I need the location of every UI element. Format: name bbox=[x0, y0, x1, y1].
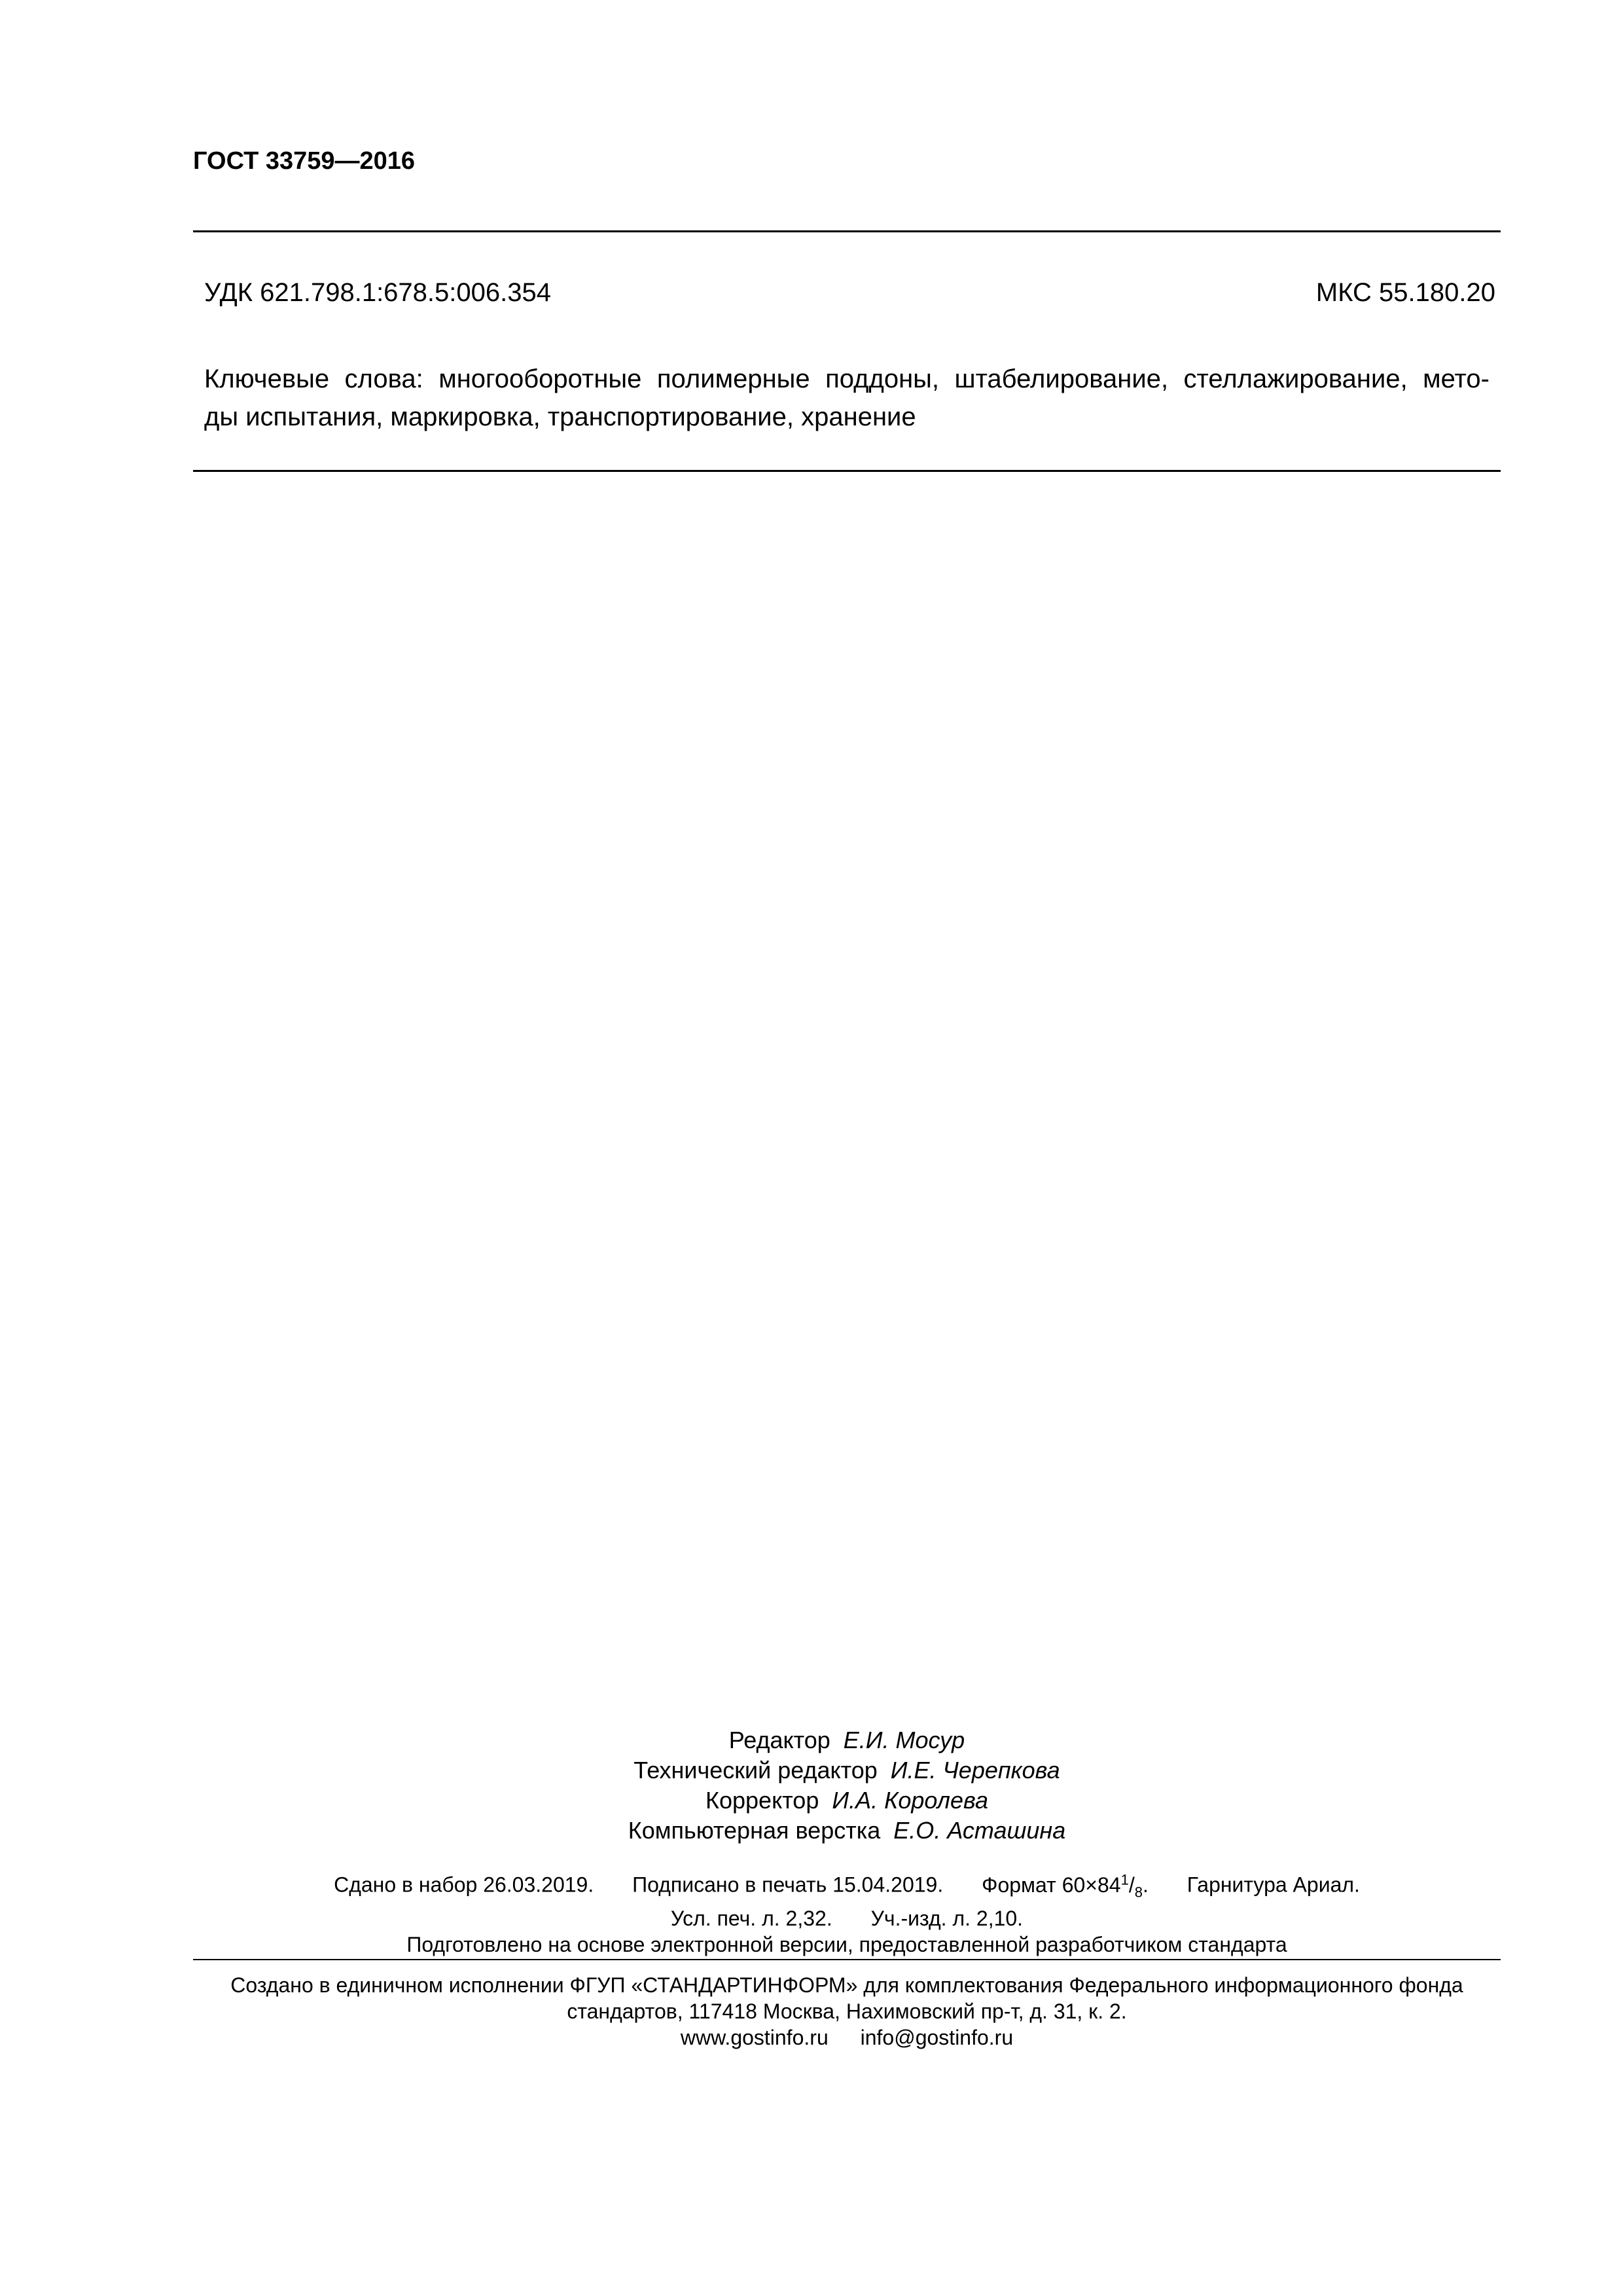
publication-line-1 bbox=[193, 1867, 1501, 1905]
paper-format: Формат $60\times 84^1/_8$. bbox=[982, 1871, 1149, 1901]
footer-divider bbox=[193, 1959, 1501, 1960]
top-divider bbox=[193, 230, 1501, 232]
publication-line-2 bbox=[193, 1905, 1501, 1931]
edit-sheets: Уч.-изд. л. 2,10. bbox=[870, 1907, 1024, 1931]
print-sheets: Усл. печ. л. 2,32. bbox=[670, 1907, 832, 1931]
corrector-line bbox=[193, 1785, 1501, 1816]
udk-code: УДК 621.798.1:678.5:006.354 bbox=[204, 278, 551, 307]
tech-editor-label: Технический редактор bbox=[633, 1757, 878, 1784]
footer-block bbox=[193, 1972, 1501, 2051]
keywords-block bbox=[204, 360, 1489, 436]
layout-label: Компьютерная верстка bbox=[628, 1817, 881, 1844]
signed-date: Подписано в печать 15.04.2019. bbox=[632, 1873, 944, 1897]
website-link[interactable]: www.gostinfo.ru bbox=[680, 2026, 829, 2049]
footer-line-1: Создано в единичном исполнении ФГУП «СТАНДАРТИНФОРМ» для комплектования Федерального информационного фонда bbox=[230, 1973, 1463, 1997]
editor-line bbox=[193, 1725, 1501, 1755]
footer-line-2: стандартов, 117418 Москва, Нахимовский пр-т, д. 31, к. 2. bbox=[567, 2000, 1127, 2023]
keywords-line-1: Ключевые слова: многооборотные полимерные поддоны, штабелирование, стеллажирование, мето- bbox=[204, 365, 1489, 393]
keywords-divider bbox=[193, 470, 1501, 472]
tech-editor-name: И.Е. Черепкова bbox=[890, 1757, 1060, 1784]
email-link[interactable]: info@gostinfo.ru bbox=[860, 2026, 1014, 2049]
prepared-note: Подготовлено на основе электронной версии, предоставленной разработчиком стандарта bbox=[406, 1933, 1287, 1957]
corrector-label: Корректор bbox=[705, 1787, 819, 1814]
standard-number: ГОСТ 33759—2016 bbox=[193, 147, 416, 175]
layout-name: Е.О. Асташина bbox=[893, 1817, 1066, 1844]
corrector-name: И.А. Королева bbox=[832, 1787, 988, 1814]
publication-block bbox=[193, 1867, 1501, 1958]
credits-block bbox=[193, 1725, 1501, 1846]
mks-code: МКС 55.180.20 bbox=[1315, 278, 1495, 307]
footer-contacts bbox=[193, 2024, 1501, 2051]
editor-label: Редактор bbox=[728, 1727, 830, 1753]
tech-editor-line bbox=[193, 1755, 1501, 1785]
layout-line bbox=[193, 1816, 1501, 1846]
keywords-line-2: ды испытания, маркировка, транспортирование, хранение bbox=[204, 403, 916, 431]
typeface: Гарнитура Ариал. bbox=[1186, 1873, 1360, 1897]
submitted-date: Сдано в набор 26.03.2019. bbox=[334, 1873, 594, 1897]
editor-name: Е.И. Мосур bbox=[843, 1727, 965, 1753]
